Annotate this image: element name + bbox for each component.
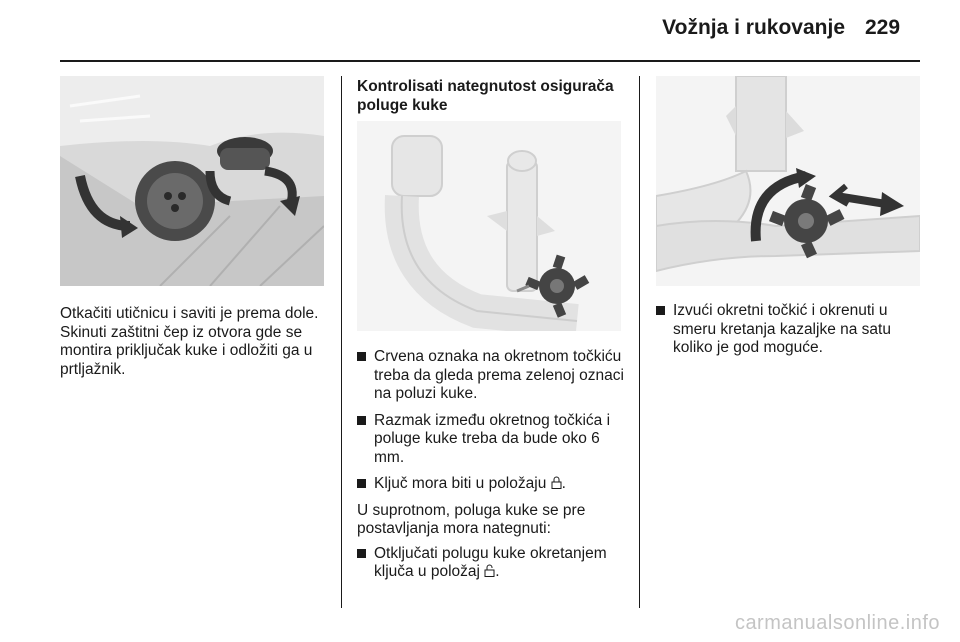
watermark: carmanualsonline.info [734, 612, 940, 634]
socket-illustration [60, 76, 324, 286]
column-divider-2 [639, 76, 640, 608]
list-item [656, 302, 926, 358]
list-item-text: Izvući okretni točkić i okrenuti u smeru kretanja kazaljke na satu koliko je god moguće. [673, 302, 891, 356]
bullet-square-icon [357, 352, 366, 361]
column-3-text [656, 302, 926, 366]
column-divider-1 [341, 76, 342, 608]
list-item [357, 348, 627, 404]
list-item-text: Otključati polugu kuke okretanjem ključa u položaj [374, 544, 607, 580]
bullet-square-icon [357, 549, 366, 558]
bullet-square-icon [656, 306, 665, 315]
knob-illustration [656, 76, 920, 286]
list-item-suffix: . [561, 475, 566, 492]
column-1-text [60, 305, 330, 385]
towbar-illustration [357, 121, 621, 331]
section-title: Vožnja i rukovanje [662, 16, 845, 39]
list-item-text: Razmak između okretnog točkića i poluge kuke treba da bude oko 6 mm. [374, 411, 611, 466]
body-paragraph: U suprotnom, poluga kuke se pre postavljanja mora nategnuti: [357, 501, 586, 537]
bullet-square-icon [357, 479, 366, 488]
list-item-suffix: . [495, 563, 500, 580]
page-number: 229 [865, 16, 901, 39]
column-2-text [357, 348, 627, 590]
column-2-heading-wrap [357, 78, 627, 127]
section-heading: Kontrolisati nategnutost osigurača poluge kuke [357, 78, 614, 114]
list-item-text: Ključ mora biti u položaju [374, 475, 547, 492]
lock-open-icon [484, 564, 495, 577]
list-item-text: Crvena oznaka na okretnom točkiću treba da gleda prema zelenoj oznaci na poluzi kuke. [374, 348, 624, 402]
lock-closed-icon [551, 476, 562, 489]
body-paragraph: Otkačiti utičnicu i saviti je prema dole. Skinuti zaštitni čep iz otvora gde se montira priključak kuke i odložiti ga u prtljažnik. [60, 305, 319, 378]
header-rule [60, 60, 920, 62]
bullet-square-icon [357, 416, 366, 425]
list-item [357, 412, 627, 468]
list-item [357, 475, 627, 494]
list-item [357, 545, 627, 582]
